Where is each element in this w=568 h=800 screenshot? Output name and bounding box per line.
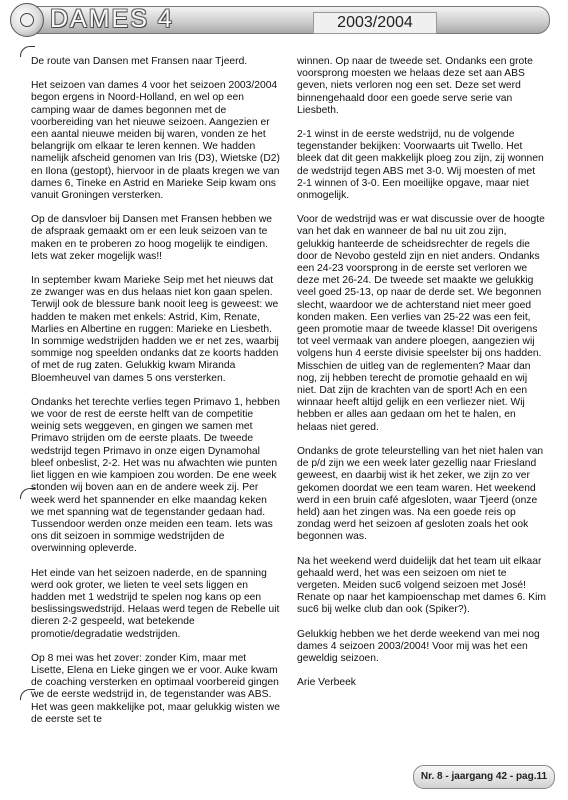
article-paragraph: Ondanks het terechte verlies tegen Primavo 1, hebben we voor de rest de eerste helft van de competitie weinig sets weggeven, en gingen we samen met Primavo strijden om de eerste plaats. De tweede wedstrijd tegen Primavo in onze eigen Dynamohal bleef onbeslist, 2-2. Het was nu afwachten wie punten liet liggen en wie kampioen zou worden. De ene week stonden wij boven aan en de andere week zij. Per week werd het spannender en elke maandag keken we met spanning wat de tegenstander gedaan had. Tussendoor werden onze meiden een team. Iets was ons dit seizoen in sommige wedstrijden de overwinning opleverde. [31,396,280,555]
article-paragraph: Gelukkig hebben we het derde weekend van mei nog dames 4 seizoen 2003/2004! Voor mij was het een geweldig seizoen. [297,628,540,664]
article-paragraph: Ondanks de grote teleurstelling van het niet halen van de p/d zijn we een week later gezellig naar Friesland geweest, en daarbij wist ik het zeker, we zijn zo ver gekomen doordat we een team waren. Het weekend werd in een bruin café afgesloten, waar Tjeerd (onze held) aan het zingen was. Na een goede reis op zondag werd het seizoen af gesloten zoals het ook begonnen was. [297,445,544,543]
article-paragraph: Het einde van het seizoen naderde, en de spanning werd ook groter, we lieten te veel sets liggen en hadden met 1 wedstrijd te spelen nog kans op een beslissingswedstrijd. Helaas werd tegen de Rebelle uit dieren 2-2 gespeeld, wat betekende promotie/degradatie wedstrijden. [31,567,280,640]
article-paragraph: Voor de wedstrijd was er wat discussie over de hoogte van het dak en wanneer de bal nu uit zou zijn, gelukkig hanteerde de scheidsrechter de regels die door de Nevobo gesteld zijn en niet anders. Ondanks een 24-23 voorsprong in de eerste set verloren we deze met 26-24. De tweede set maakte we gelukkig veel goed 25-13, op naar de derde set. We begonnen slecht, waardoor we de achterstand niet meer goed konden maken. Een verlies van 25-22 was een feit, geen promotie maar de tweede klasse! Dit overigens tot veel vermaak van andere ploegen, aangezien wij volgens hun 4 eerste divisie speelster bij ons hadden. Misschien de uitleg van de reglementen? Maar dan nog, zij hebben terecht de promotie gehaald en wij niet. Dat zijn de krachten van de sport! Ach en een winnaar heeft altijd gelijk en een verliezer niet. Wij hebben er alles aan gedaan om het te halen, en helaas niet gered. [297,214,545,433]
page-number-badge: Nr. 8 - jaargang 42 - pag.11 [413,765,555,789]
article-paragraph: Na het weekend werd duidelijk dat het team uit elkaar gehaald werd, het was een seizoen om niet te vergeten. Meiden suc6 volgend seizoen met José! Renate op naar het kampioenschap met dames 6. Kim suc6 bij welke club dan ook (Spiker?). [297,555,546,616]
article-paragraph: Het seizoen van dames 4 voor het seizoen 2003/2004 begon ergens in Noord-Holland, en wel op een camping waar de dames begonnen met de voorbereiding van het nieuwe seizoen. Aangezien er een aantal nieuwe meiden bij waren, vonden ze het belangrijk om elkaar te leren kennen. We hadden namelijk afscheid genomen van Iris (D3), Wietske (D2) en Ilona (gestopt), hiervoor in de plaats kregen we van dames 6, Tineke en Astrid en Marieke Seip kwam ons vanuit Groningen versterken. [31,80,280,202]
article-paragraph: winnen. Op naar de tweede set. Ondanks een grote voorsprong moesten we helaas deze set aan ABS geven, niets verloren nog een set. Deze set werd binnengehaald door een goede serve serie van Liesbeth. [297,56,533,116]
article-column-right [297,56,547,701]
volleyball-icon [10,3,44,37]
article-column-left [31,56,281,738]
article-author: Arie Verbeek [297,677,356,689]
article-paragraph: In september kwam Marieke Seip met het nieuws dat ze zwanger was en dus helaas niet kon gaan spelen. Terwijl ook de blessure bank nooit leeg is geweest: we hadden te maken met enkels: Astrid, Kim, Renate, Marlies en Albertine en ruggen: Marieke en Liesbeth. In sommige wedstrijden hadden we er net zes, waarbij sommige nog speelden ondanks dat ze koorts hadden of met de rug zaten. Gelukkig kwam Miranda Bloemheuvel van dames 5 ons versterken. [31,275,279,384]
header-title: DAMES 4 [50,5,174,33]
article-subtitle: De route van Dansen met Fransen naar Tjeerd. [31,56,248,67]
article-paragraph: 2-1 winst in de eerste wedstrijd, nu de volgende tegenstander bekijken: Voorwaarts uit Twello. Het bleek dat dit geen makkelijk ploeg zou zijn, zij wonnen de wedstrijd tegen ABS met 3-0. Wij moesten of met 2-1 winnen of 3-0. Een moeilijke opgave, maar niet onmogelijk. [297,129,544,202]
article-paragraph: Op 8 mei was het zover: zonder Kim, maar met Lisette, Elena en Lieke gingen we er voor. Auke kwam de coaching versterken en optimaal voorbereid gingen we de eerste wedstrijd in, de tegenstander was ABS. Het was geen makkelijke pot, maar gelukkig wisten we de eerste set te [31,652,280,725]
page-header [0,0,568,44]
article-paragraph: Op de dansvloer bij Dansen met Fransen hebben we de afspraak gemaakt om er een leuk seizoen van te maken en te proberen zo hoog mogelijk te eindigen. Iets wat zeker mogelijk was!! [31,214,272,262]
season-label: 2003/2004 [313,12,437,34]
